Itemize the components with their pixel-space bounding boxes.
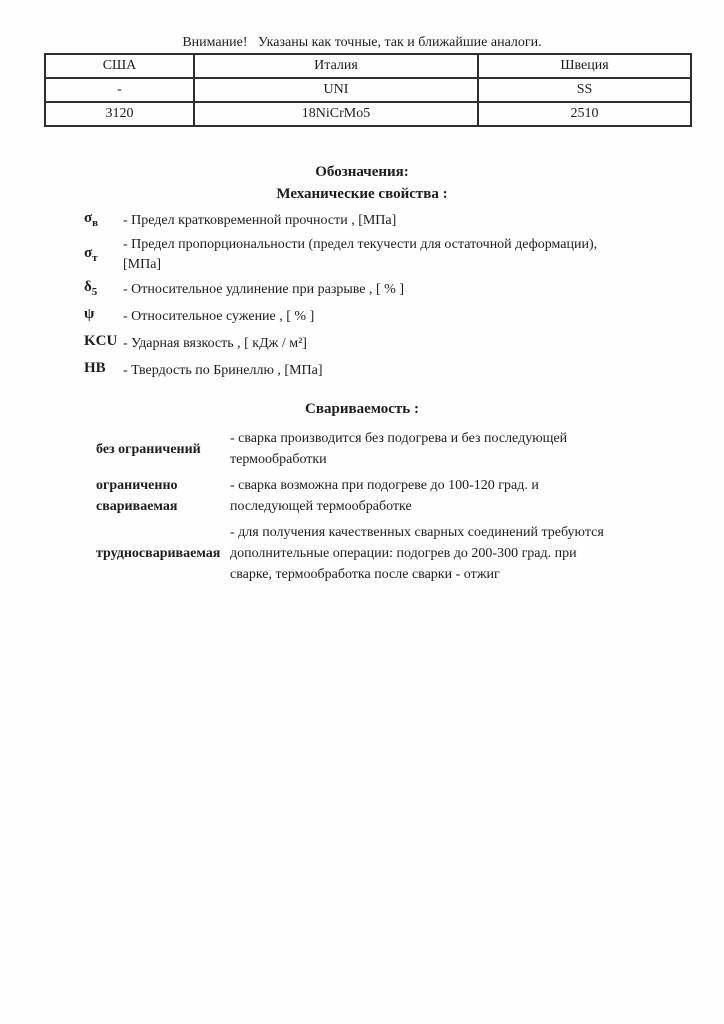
table-cell: UNI: [194, 78, 478, 102]
description-line: - Предел пропорциональности (предел текучести для остаточной деформации),: [123, 237, 598, 252]
mech-property-row: [84, 277, 724, 302]
weldability-row: [96, 522, 724, 585]
designations-heading: Обозначения:: [315, 164, 409, 180]
table-cell: 3120: [45, 102, 194, 126]
table-header-cell: США: [45, 54, 194, 78]
mech-property-row: [84, 235, 724, 275]
symbol-subscript: в: [92, 217, 99, 229]
description-line: последующей термообработке: [230, 499, 412, 514]
mech-property-row: [84, 304, 724, 329]
description-line: - Относительное удлинение при разрыве , [ % ]: [123, 281, 405, 297]
property-description: [123, 211, 396, 231]
weldability-description: [230, 475, 539, 517]
weldability-term: трудносвариваемая: [96, 546, 221, 561]
weldability-heading: Свариваемость :: [305, 401, 419, 417]
property-description: [123, 280, 404, 300]
table-cell: 2510: [478, 102, 691, 126]
description-line: - Ударная вязкость , [ кДж / м²]: [123, 335, 307, 351]
property-description: [123, 361, 323, 381]
table-row: [45, 78, 691, 102]
notice-title: Внимание! Указаны как точные, так и ближайшие аналоги.: [182, 35, 542, 50]
table-cell: SS: [478, 78, 691, 102]
property-symbol: [84, 304, 123, 329]
description-line: - Предел кратковременной прочности , [МПа]: [123, 212, 397, 228]
symbol-main: σ: [84, 210, 93, 226]
property-description: [123, 307, 314, 327]
table-header-row: [45, 54, 691, 78]
mech-property-row: [84, 208, 724, 233]
mechanical-properties-heading: Механические свойства :: [276, 186, 448, 202]
table-header-cell: Швеция: [478, 54, 691, 78]
mech-properties-list: [84, 208, 724, 383]
analogs-table: [44, 53, 692, 127]
weldability-description: [230, 522, 604, 585]
property-symbol: [84, 358, 123, 383]
property-symbol: [84, 243, 123, 268]
property-description: [123, 235, 597, 275]
description-line: дополнительные операции: подогрев до 200-300 град. при: [230, 546, 577, 561]
symbol-main: δ: [84, 279, 92, 295]
table-header-cell: Италия: [194, 54, 478, 78]
symbol-main: HB: [84, 360, 106, 376]
description-line: термообработки: [230, 452, 327, 467]
weldability-list: [96, 428, 724, 585]
weldability-description: [230, 428, 567, 470]
description-line: - сварка производится без подогрева и без последующей: [230, 431, 568, 446]
property-description: [123, 334, 307, 354]
description-line: сварке, термообработка после сварки - отжиг: [230, 567, 500, 582]
table-cell: -: [45, 78, 194, 102]
weldability-term: ограниченно свариваемая: [96, 478, 178, 514]
description-line: - Твердость по Бринеллю , [МПа]: [123, 362, 323, 378]
mech-property-row: [84, 358, 724, 383]
description-line: - сварка возможна при подогреве до 100-120 град. и: [230, 478, 539, 493]
mech-property-row: [84, 331, 724, 356]
property-symbol: [84, 331, 123, 356]
description-line: - Относительное сужение , [ % ]: [123, 308, 315, 324]
symbol-subscript: т: [92, 251, 98, 264]
symbol-main: σ: [84, 244, 93, 261]
symbol-main: KCU: [84, 333, 118, 349]
property-symbol: [84, 208, 123, 233]
table-row: [45, 102, 691, 126]
description-line: [МПа]: [123, 257, 162, 272]
symbol-main: ψ: [84, 306, 95, 322]
weldability-row: [96, 428, 724, 470]
weldability-row: [96, 475, 724, 517]
symbol-subscript: 5: [91, 286, 98, 298]
description-line: - для получения качественных сварных соединений требуются: [230, 525, 604, 540]
table-cell: 18NiCrMo5: [194, 102, 478, 126]
weldability-term: без ограничений: [96, 441, 201, 457]
property-symbol: [84, 277, 123, 302]
